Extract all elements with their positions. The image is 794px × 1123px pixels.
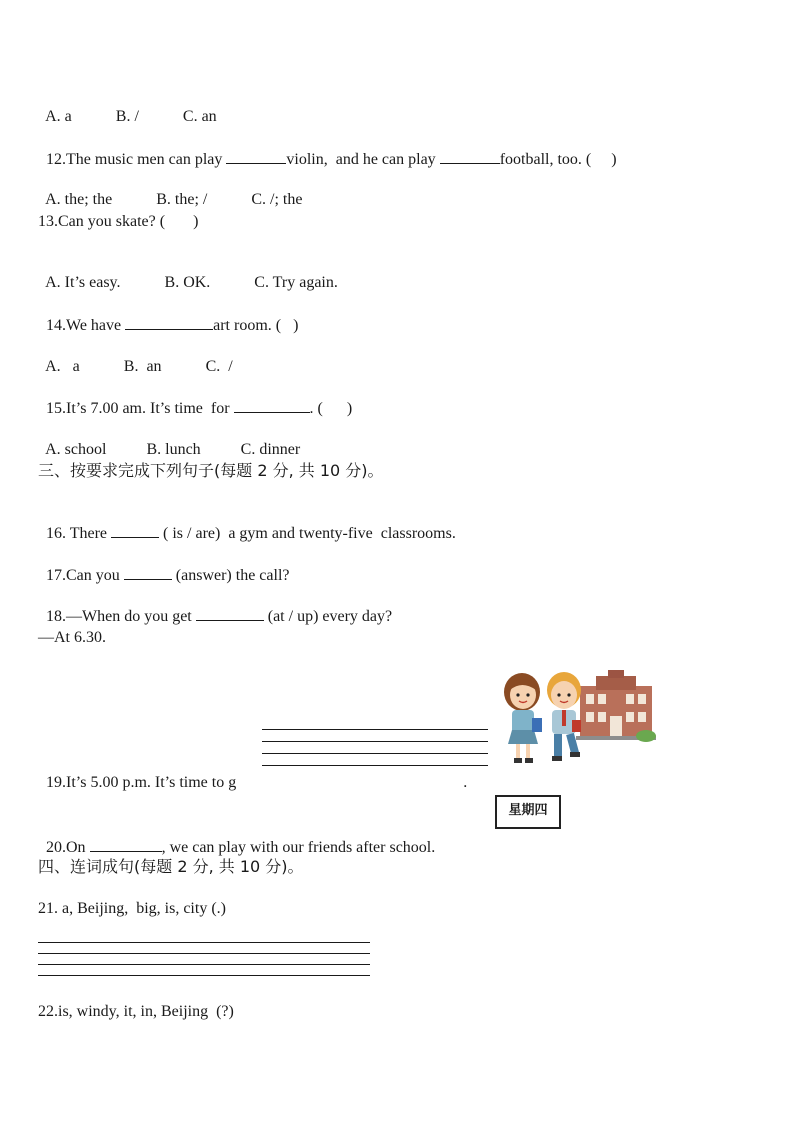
q21-writing-line-1[interactable] <box>38 942 370 943</box>
q13-option-b: B. OK. <box>164 274 211 291</box>
q11-options <box>38 87 217 127</box>
q21-question: 21. a, Beijing, big, is, city (.) <box>38 900 226 917</box>
q14-option-a: A. a <box>45 358 80 375</box>
q13-option-a: A. It’s easy. <box>45 274 121 291</box>
q11-option-c: C. an <box>182 108 217 125</box>
q17-question: 17.Can you (answer) the call? <box>46 567 290 584</box>
q12-option-b: B. the; / <box>156 191 208 208</box>
q15-question: 15.It’s 7.00 am. It’s time for . ( ) <box>46 400 353 417</box>
q18-blank[interactable] <box>196 606 264 621</box>
q12-question: 12.The music men can play violin, and he can play football, too. ( ) <box>46 151 617 168</box>
q16-question: 16. There ( is / are) a gym and twenty-five classrooms. <box>46 525 456 542</box>
q15-option-c: C. dinner <box>240 441 301 458</box>
q13-options <box>38 253 338 293</box>
q19-writing-line-1[interactable] <box>262 729 488 730</box>
kids-school-illustration <box>496 668 656 770</box>
q14-option-c: C. / <box>205 358 233 375</box>
q16-blank[interactable] <box>111 523 159 538</box>
q20-blank[interactable] <box>90 837 162 852</box>
q14-blank[interactable] <box>125 315 213 330</box>
section-3-heading: 三、按要求完成下列句子(每题 2 分, 共 10 分)。 <box>38 461 384 480</box>
q18-answer: —At 6.30. <box>38 629 106 646</box>
q21-writing-line-2[interactable] <box>38 953 370 954</box>
q15-option-b: B. lunch <box>146 441 201 458</box>
q20-question: 20.On , we can play with our friends after school. <box>46 839 436 856</box>
q11-option-a: A. a <box>45 108 72 125</box>
q21-writing-line-3[interactable] <box>38 964 370 965</box>
q12-option-c: C. /; the <box>251 191 303 208</box>
q17-blank[interactable] <box>124 565 172 580</box>
weekday-badge: 星期四 <box>495 795 561 829</box>
q22-question: 22.is, windy, it, in, Beijing (?) <box>38 1003 234 1020</box>
q15-option-a: A. school <box>45 441 107 458</box>
section-4-heading: 四、连词成句(每题 2 分, 共 10 分)。 <box>38 857 304 876</box>
q14-options <box>38 337 233 377</box>
q15-blank[interactable] <box>234 398 310 413</box>
q14-question: 14.We have art room. ( ) <box>46 317 299 334</box>
q13-option-c: C. Try again. <box>254 274 338 291</box>
q13-question: 13.Can you skate? ( ) <box>38 213 199 230</box>
q12-option-a: A. the; the <box>45 191 113 208</box>
q12-options <box>38 170 302 210</box>
q11-option-b: B. / <box>115 108 139 125</box>
q19-writing-line-2[interactable] <box>262 741 488 742</box>
q12-blank-2[interactable] <box>440 149 500 164</box>
q12-blank-1[interactable] <box>226 149 286 164</box>
q14-option-b: B. an <box>123 358 162 375</box>
q21-writing-line-4[interactable] <box>38 975 370 976</box>
q19-question: 19.It’s 5.00 p.m. It’s time to g . <box>46 774 468 791</box>
q18-question: 18.—When do you get (at / up) every day? <box>46 608 393 625</box>
q15-options <box>38 420 300 460</box>
